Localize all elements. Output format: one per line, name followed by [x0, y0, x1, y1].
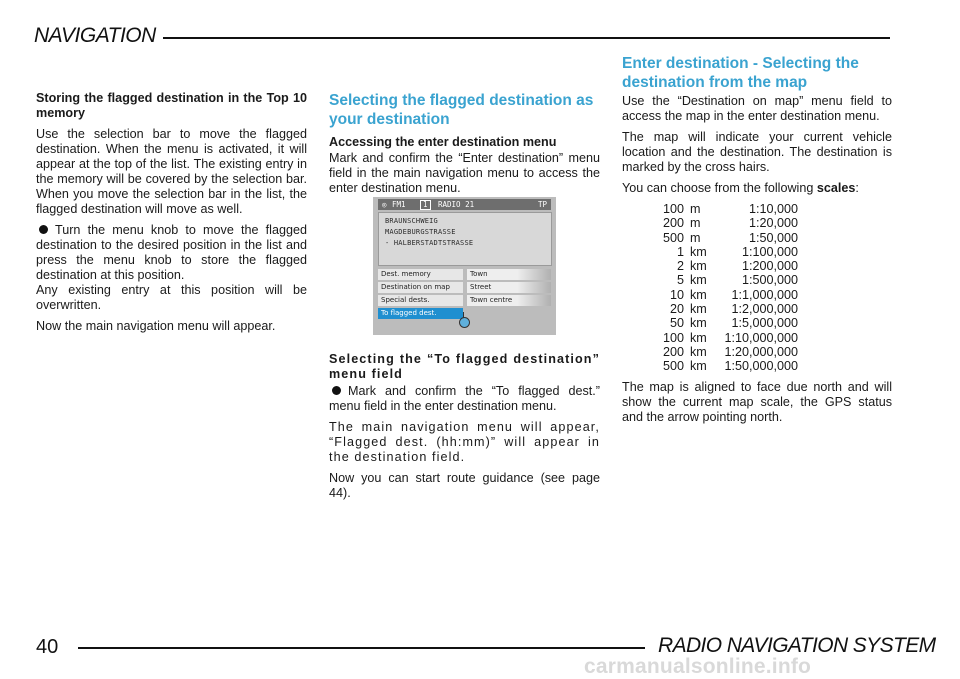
scale-ratio: 1:10,000 [748, 202, 798, 216]
screen-menu-dest-memory: Dest. memory [378, 269, 463, 280]
scale-row [632, 331, 892, 345]
screen-address-line: MAGDEBURGSTRASSE [385, 228, 456, 236]
scale-row [632, 359, 892, 373]
bullet-icon [332, 386, 341, 395]
scale-distance: 2 [676, 259, 684, 274]
scale-distance: 1 [676, 244, 684, 259]
scale-row [632, 288, 892, 302]
menu-knob-icon [459, 317, 470, 328]
col3-paragraph-1: Use the “Destination on map” menu field to access the map in the enter destination menu. [622, 94, 892, 123]
scale-distance: 100 [662, 330, 684, 345]
screen-status-bar [378, 199, 551, 210]
scale-ratio: 1:100,000 [741, 244, 798, 259]
scale-ratio: 1:500,000 [741, 273, 798, 288]
scale-ratio: 1:200,000 [741, 259, 798, 274]
screen-menu-destination-on-map: Destination on map [378, 282, 463, 293]
screen-menu-town: Town [467, 269, 551, 280]
col1-paragraph-1: Use the selection bar to move the flagged destination. When the menu is activated, it will appear at the top of the list. The existing entry in the memory will be covered by the selection bar. When you move the selection bar in the list, the flagged destination will move as well. [36, 127, 307, 216]
col2-heading: Selecting the flagged destination as your destination [329, 92, 594, 128]
header-rule [163, 37, 890, 39]
scale-unit: m [690, 202, 701, 216]
col1-bullet-item [36, 223, 307, 283]
scale-distance: 10 [669, 287, 684, 302]
scale-unit: km [690, 244, 707, 259]
page-header-title: NAVIGATION [34, 24, 156, 47]
screen-menu-street: Street [467, 282, 551, 293]
scale-distance: 20 [669, 302, 684, 317]
col3-paragraph-3 [622, 181, 892, 196]
screen-menu-to-flagged-dest: To flagged dest. [378, 308, 463, 319]
scale-unit: km [690, 344, 707, 359]
scale-distance: 200 [662, 344, 684, 359]
screen-band: FM1 [392, 200, 406, 209]
scale-row [632, 316, 892, 330]
col3-p3-prefix: You can choose from the following [622, 181, 817, 195]
scale-unit: m [690, 216, 701, 231]
scale-row [632, 231, 892, 245]
scale-unit: km [690, 359, 707, 374]
col2-subheading: Accessing the enter destination menu [329, 135, 557, 149]
col3-p3-suffix: : [855, 181, 859, 195]
screen-address-line: - HALBERSTADTSTRASSE [385, 239, 474, 247]
scale-row [632, 259, 892, 273]
scale-distance: 5 [676, 273, 684, 288]
col3-p3-bold: scales [816, 181, 856, 195]
column-select-destination-map [622, 54, 892, 431]
screen-menu-town-centre: Town centre [467, 295, 551, 306]
col2-bullet-item [329, 384, 600, 414]
col2-bullet-text: Mark and confirm the “To flagged dest.” menu field in the enter destination menu. [329, 384, 600, 413]
col3-paragraph-2: The map will indicate your current vehicle location and the destination. The destination is marked by the cross hairs. [622, 130, 892, 174]
scale-row [632, 345, 892, 359]
scale-unit: km [690, 316, 707, 331]
scale-distance: 50 [669, 316, 684, 331]
scale-ratio: 1:1,000,000 [731, 287, 798, 302]
scale-unit: km [690, 259, 707, 274]
bullet-icon [39, 225, 48, 234]
col2-paragraph-3: Now you can start route guidance (see page 44). [329, 471, 600, 500]
screen-address-line: BRAUNSCHWEIG [385, 217, 438, 225]
screen-tp: TP [538, 200, 548, 209]
col1-paragraph-2: Any existing entry at this position will be overwritten. [36, 283, 307, 312]
scale-ratio: 1:10,000,000 [724, 330, 798, 345]
radio-icon: ◎ [382, 200, 387, 209]
scale-unit: km [690, 287, 707, 302]
scale-ratio: 1:50,000,000 [724, 359, 798, 374]
scale-unit: km [690, 302, 707, 317]
col3-heading: Enter destination - Selecting the destination from the map [622, 55, 859, 91]
scale-ratio: 1:5,000,000 [731, 316, 798, 331]
scale-row [632, 273, 892, 287]
scale-unit: km [690, 273, 707, 288]
scale-distance: 200 [662, 216, 684, 231]
col2-paragraph-2: The main navigation menu will appear, “Flagged dest. (hh:mm)” will appear in the destination field. [329, 420, 600, 464]
col2-paragraph-1: Mark and confirm the “Enter destination” menu field in the main navigation menu to access the enter destination menu. [329, 151, 600, 195]
scale-ratio: 1:20,000,000 [724, 344, 798, 359]
footer-rule [78, 647, 645, 649]
scale-row [632, 216, 892, 230]
watermark: carmanualsonline.info [584, 655, 812, 678]
col1-paragraph-3: Now the main navigation menu will appear. [36, 319, 276, 333]
column-storing-flagged-destination [36, 91, 307, 340]
scale-row [632, 302, 892, 316]
scale-distance: 100 [662, 202, 684, 216]
screen-menu-special-dests: Special dests. [378, 295, 463, 306]
scale-table [632, 202, 892, 374]
scale-row [632, 202, 892, 216]
col1-bullet-text: Turn the menu knob to move the flagged destination to the desired position in the list and press the menu knob to store the flagged destination at this position. [36, 223, 307, 282]
scale-unit: m [690, 230, 701, 245]
scale-ratio: 1:2,000,000 [731, 302, 798, 317]
screen-address-field [378, 212, 552, 266]
scale-unit: km [690, 330, 707, 345]
scale-ratio: 1:50,000 [748, 230, 798, 245]
col1-heading: Storing the flagged destination in the Top 10 memory [36, 91, 307, 120]
navigation-screen-image [373, 197, 556, 335]
scale-ratio: 1:20,000 [748, 216, 798, 231]
scale-distance: 500 [662, 359, 684, 374]
col2-subheading-2: Selecting the “To flagged destination” menu field [329, 352, 600, 381]
screen-preset: 1 [420, 200, 431, 210]
scale-distance: 500 [662, 230, 684, 245]
footer-title: RADIO NAVIGATION SYSTEM [658, 634, 936, 657]
scale-row [632, 245, 892, 259]
col3-paragraph-4: The map is aligned to face due north and will show the current map scale, the GPS status and the arrow pointing north. [622, 379, 892, 424]
screen-station: RADIO 21 [438, 200, 475, 209]
page-number: 40 [36, 636, 59, 658]
